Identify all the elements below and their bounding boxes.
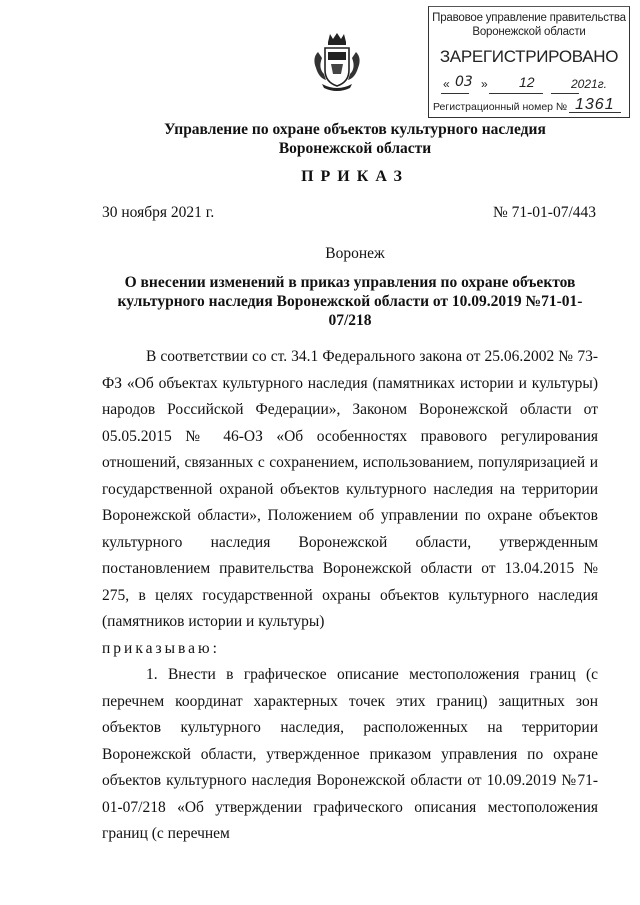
document-city: Воронеж <box>325 245 385 262</box>
stamp-underline <box>489 93 543 94</box>
organization-name <box>0 120 640 158</box>
stamp-authority-line2: Воронежской области <box>472 26 586 38</box>
stamp-underline <box>551 93 579 94</box>
stamp-month: 12 <box>519 74 535 90</box>
stamp-reg-label: Регистрационный номер № <box>433 101 568 113</box>
order-item-1: 1. Внести в графическое описание местоположения границ (с перечнем координат характерных точек этих границ) защитных зон объектов культурного наследия, расположенных на территории Воронежской области, утвержденное приказом управления по охране объектов культурного наследия Воронежской области от 10.09.2019 №71-01-07/218 «Об утверждении графического описания местоположения границ (с перечнем <box>102 666 598 842</box>
stamp-day: 03 <box>455 74 473 90</box>
stamp-year: 2021г. <box>571 77 607 91</box>
stamp-authority-line1: Правовое управление правительства <box>432 12 626 24</box>
org-line-1: Управление по охране объектов культурного наследия <box>164 121 546 138</box>
document-subject: О внесении изменений в приказ управления по охране объектов культурного наследия Воронежской области от 10.09.2019 №71-01-07/218 <box>117 274 583 329</box>
coat-of-arms-icon <box>312 30 362 94</box>
preamble-paragraph: В соответствии со ст. 34.1 Федерального закона от 25.06.2002 № 73-ФЗ «Об объектах культурного наследия (памятниках истории и культуры) народов Российской Федерации», Законом Воронежской области от 05.05.2015 № 46-ОЗ «Об особенностях правового регулирования отношений, связанных с сохранением, использованием, популяризацией и государственной охраной объектов культурного наследия на территории Воронежской области», Положением об управлении по охране объектов культурного наследия Воронежской области, утвержденным постановлением правительства Воронежской области от 13.04.2015 № 275, в целях государственной охраны объектов культурного наследия (памятников истории и культуры) <box>102 348 598 630</box>
document-number: № 71-01-07/443 <box>492 204 596 221</box>
document-date: 30 ноября 2021 г. <box>102 204 215 221</box>
stamp-reg-number: 1361 <box>575 96 615 113</box>
stamp-underline <box>441 93 469 94</box>
stamp-quote-close: » <box>481 77 488 91</box>
org-line-2: Воронежской области <box>278 140 432 157</box>
orders-word: приказываю: <box>102 639 220 657</box>
stamp-date <box>443 74 621 93</box>
document-type: ПРИКАЗ <box>301 168 409 185</box>
registration-stamp <box>428 6 630 118</box>
stamp-underline <box>569 112 621 113</box>
document-body <box>102 344 598 848</box>
stamp-status: ЗАРЕГИСТРИРОВАНО <box>439 47 619 66</box>
stamp-quote-open: « <box>443 77 450 91</box>
